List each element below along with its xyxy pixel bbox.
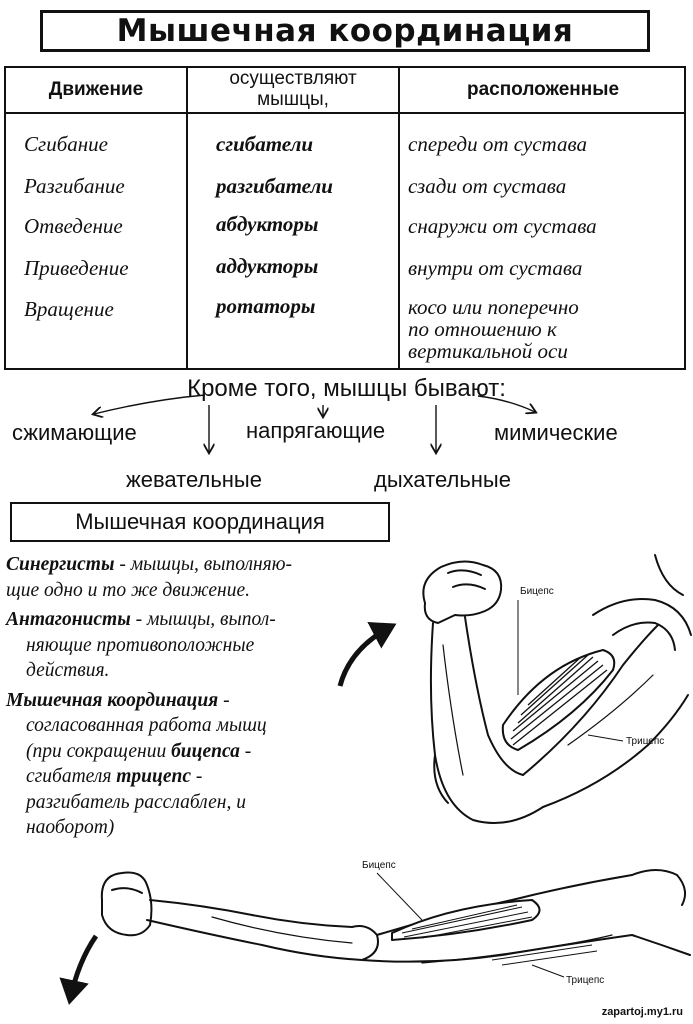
muscle-type-compressing: сжимающие: [12, 420, 137, 445]
muscle-type-chewing: жевательные: [126, 467, 262, 492]
page-title: Мышечная координация: [116, 13, 574, 49]
table-row-movement: Сгибание: [24, 132, 108, 156]
muscle-type-mimic: мимические: [494, 420, 618, 445]
label-triceps-top: Трицепс: [626, 736, 665, 747]
table-row-muscles: абдукторы: [216, 212, 319, 236]
table-header-muscles: осуществляют мышцы,: [229, 68, 357, 110]
muscle-type-tensing: напрягающие: [246, 418, 386, 443]
arrow-to-mimic: [478, 396, 535, 412]
table-row-location: снаружи от сустава: [408, 214, 597, 238]
table-row-muscles: аддукторы: [216, 254, 319, 278]
muscle-types-heading: Кроме того, мышцы бывают:: [187, 375, 506, 402]
straight-arm-illustration: [92, 845, 692, 1020]
flexion-arrow: [332, 608, 412, 688]
hand-icon: [102, 873, 152, 936]
table-row-muscles: ротаторы: [216, 294, 316, 318]
table-row-muscles: разгибатели: [216, 174, 333, 198]
table-header-movement: Движение: [48, 79, 144, 100]
definition-antagonists: Антагонисты - мышцы, выпол- няющие противоположные действия.: [6, 609, 276, 681]
table-row-movement: Разгибание: [24, 174, 125, 198]
table-row-location: внутри от сустава: [408, 256, 583, 280]
table-row-location: косо или поперечно по отношению к вертикальной оси: [408, 295, 579, 363]
table-row-movement: Приведение: [24, 256, 129, 280]
extension-arrow: [58, 932, 118, 1012]
table-row-muscles: сгибатели: [216, 132, 314, 156]
table-row-movement: Отведение: [24, 214, 123, 238]
muscle-type-breathing: дыхательные: [374, 467, 511, 492]
coordination-heading: Мышечная координация: [10, 502, 390, 542]
coordination-definitions: [6, 552, 410, 845]
table-row-location: спереди от сустава: [408, 132, 587, 156]
table-row-movement: Вращение: [24, 297, 114, 321]
label-biceps-top: Бицепс: [520, 586, 554, 597]
table-header-location: расположенные: [466, 79, 620, 100]
table-row-location: сзади от сустава: [408, 174, 567, 198]
label-biceps-bottom: Бицепс: [362, 860, 396, 871]
definition-synergists: Синергисты - мышцы, выполняю- щие одно и то же движение.: [6, 554, 292, 601]
definition-coordination: Мышечная координация - согласованная работа мышц (при сокращении бицепса - сгибателя трицепс - разгибатель расслаблен, и наоборот): [6, 689, 267, 838]
watermark: zapartoj.my1.ru: [601, 1006, 683, 1018]
label-triceps-bottom: Трицепс: [566, 975, 605, 986]
arrow-to-compressing: [94, 395, 205, 414]
